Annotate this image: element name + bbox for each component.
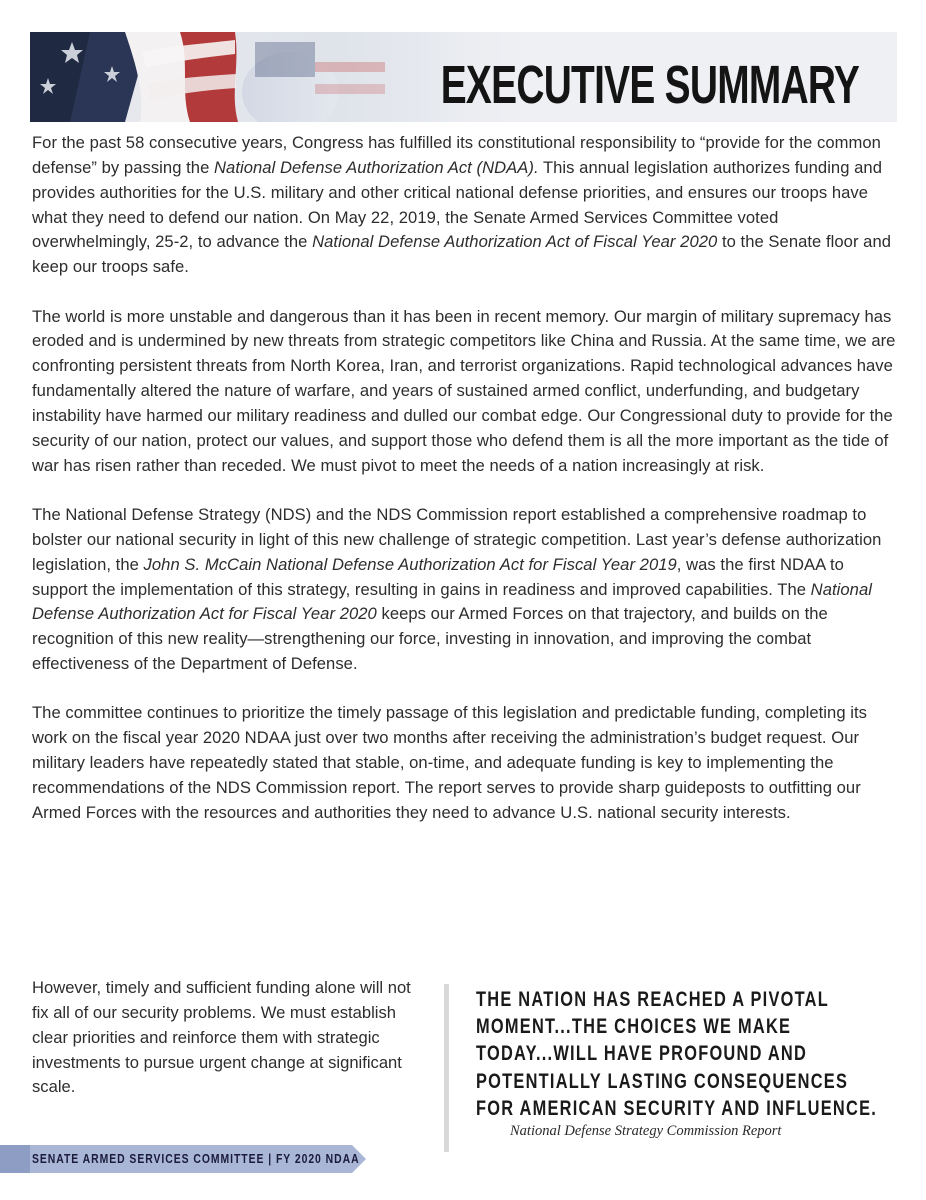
pull-quote-source: National Defense Strategy Commission Report: [510, 1123, 782, 1139]
paragraph-4: The committee continues to prioritize the timely passage of this legislation and predictable funding, completing its work on the fiscal year 2020 NDAA just over two months after receiving the administration’s budget request. Our military leaders have repeatedly stated that stable, on-time, and adequate funding is key to implementing the recommendations of the NDS Commission report. The report serves to provide sharp guideposts to outfitting our Armed Forces with the resources and authorities they need to advance U.S. national security interests.: [32, 703, 868, 822]
p3-italic-ndaa-2020: National Defense Authorization Act for Fiscal Year 2020: [32, 579, 872, 624]
paragraph-1: [32, 131, 898, 280]
paragraph-2: The world is more unstable and dangerous than it has been in recent memory. Our margin of military supremacy has eroded and is undermined by new threats from strategic competitors like China and Russia. At the same time, we are confronting persistent threats from North Korea, Iran, and terrorist organizations. Rapid technological advances have fundamentally altered the nature of warfare, and years of sustained armed conflict, underfunding, and budgetary instability have harmed our military readiness and dulled our combat edge. Our Congressional duty to provide for the security of our nation, protect our values, and support those who defend them is all the more important as the tide of war has risen rather than receded. We must pivot to meet the needs of a nation increasingly at risk.: [32, 306, 896, 475]
p1-text-c: This annual legislation authorizes funding and provides authorities for the U.S. military and other critical national defense priorities, and ensures our troops have what they need to defend our nation. On May 22, 2019, the Senate Armed Services Committee voted overwhelmingly, 25-2, to advance the: [32, 157, 882, 252]
p3-text-e: keeps our Armed Forces on that trajectory, and builds on the recognition of this new reality—strengthening our force, investing in innovation, and improving the combat effectiveness of the Department of Defense.: [32, 604, 828, 674]
footer-ribbon: [0, 1145, 366, 1173]
header-banner: [30, 32, 897, 122]
p3-italic-mccain-act: John S. McCain National Defense Authorization Act for Fiscal Year 2019: [143, 554, 677, 574]
pull-quote-bar: [444, 984, 449, 1152]
p1-italic-ndaa: National Defense Authorization Act (NDAA).: [214, 157, 539, 177]
paragraph-3: [32, 503, 898, 677]
p3-text-c: , was the first NDAA to support the implementation of this strategy, resulting in gains in readiness and improved capabilities. The: [32, 554, 844, 599]
page-title: EXECUTIVE SUMMARY: [440, 55, 859, 115]
footer-label: SENATE ARMED SERVICES COMMITTEE | FY 2020 NDAA: [32, 1151, 360, 1166]
p1-italic-ndaa-2020: National Defense Authorization Act of Fiscal Year 2020: [312, 232, 718, 252]
pull-quote-text: THE NATION HAS REACHED A PIVOTAL MOMENT...THE CHOICES WE MAKE TODAY...WILL HAVE PROFOUND AND POTENTIALLY LASTING CONSEQUENCES FOR AMERICAN SECURITY AND INFLUENCE.: [476, 988, 878, 1120]
p1-text-e: to the Senate floor and keep our troops safe.: [32, 232, 892, 277]
body-text: [32, 131, 898, 850]
p3-text-a: The National Defense Strategy (NDS) and the NDS Commission report established a comprehensive roadmap to bolster our national security in light of this new challenge of strategic competition. Last year’s defense authorization legislation, the: [32, 504, 882, 574]
paragraph-5: However, timely and sufficient funding alone will not fix all of our security problems. We must establish clear priorities and reinforce them with strategic investments to pursue urgent change at significant scale.: [32, 978, 411, 1097]
p1-text-a: For the past 58 consecutive years, Congress has fulfilled its constitutional responsibility to “provide for the common defense” by passing the: [32, 133, 881, 177]
